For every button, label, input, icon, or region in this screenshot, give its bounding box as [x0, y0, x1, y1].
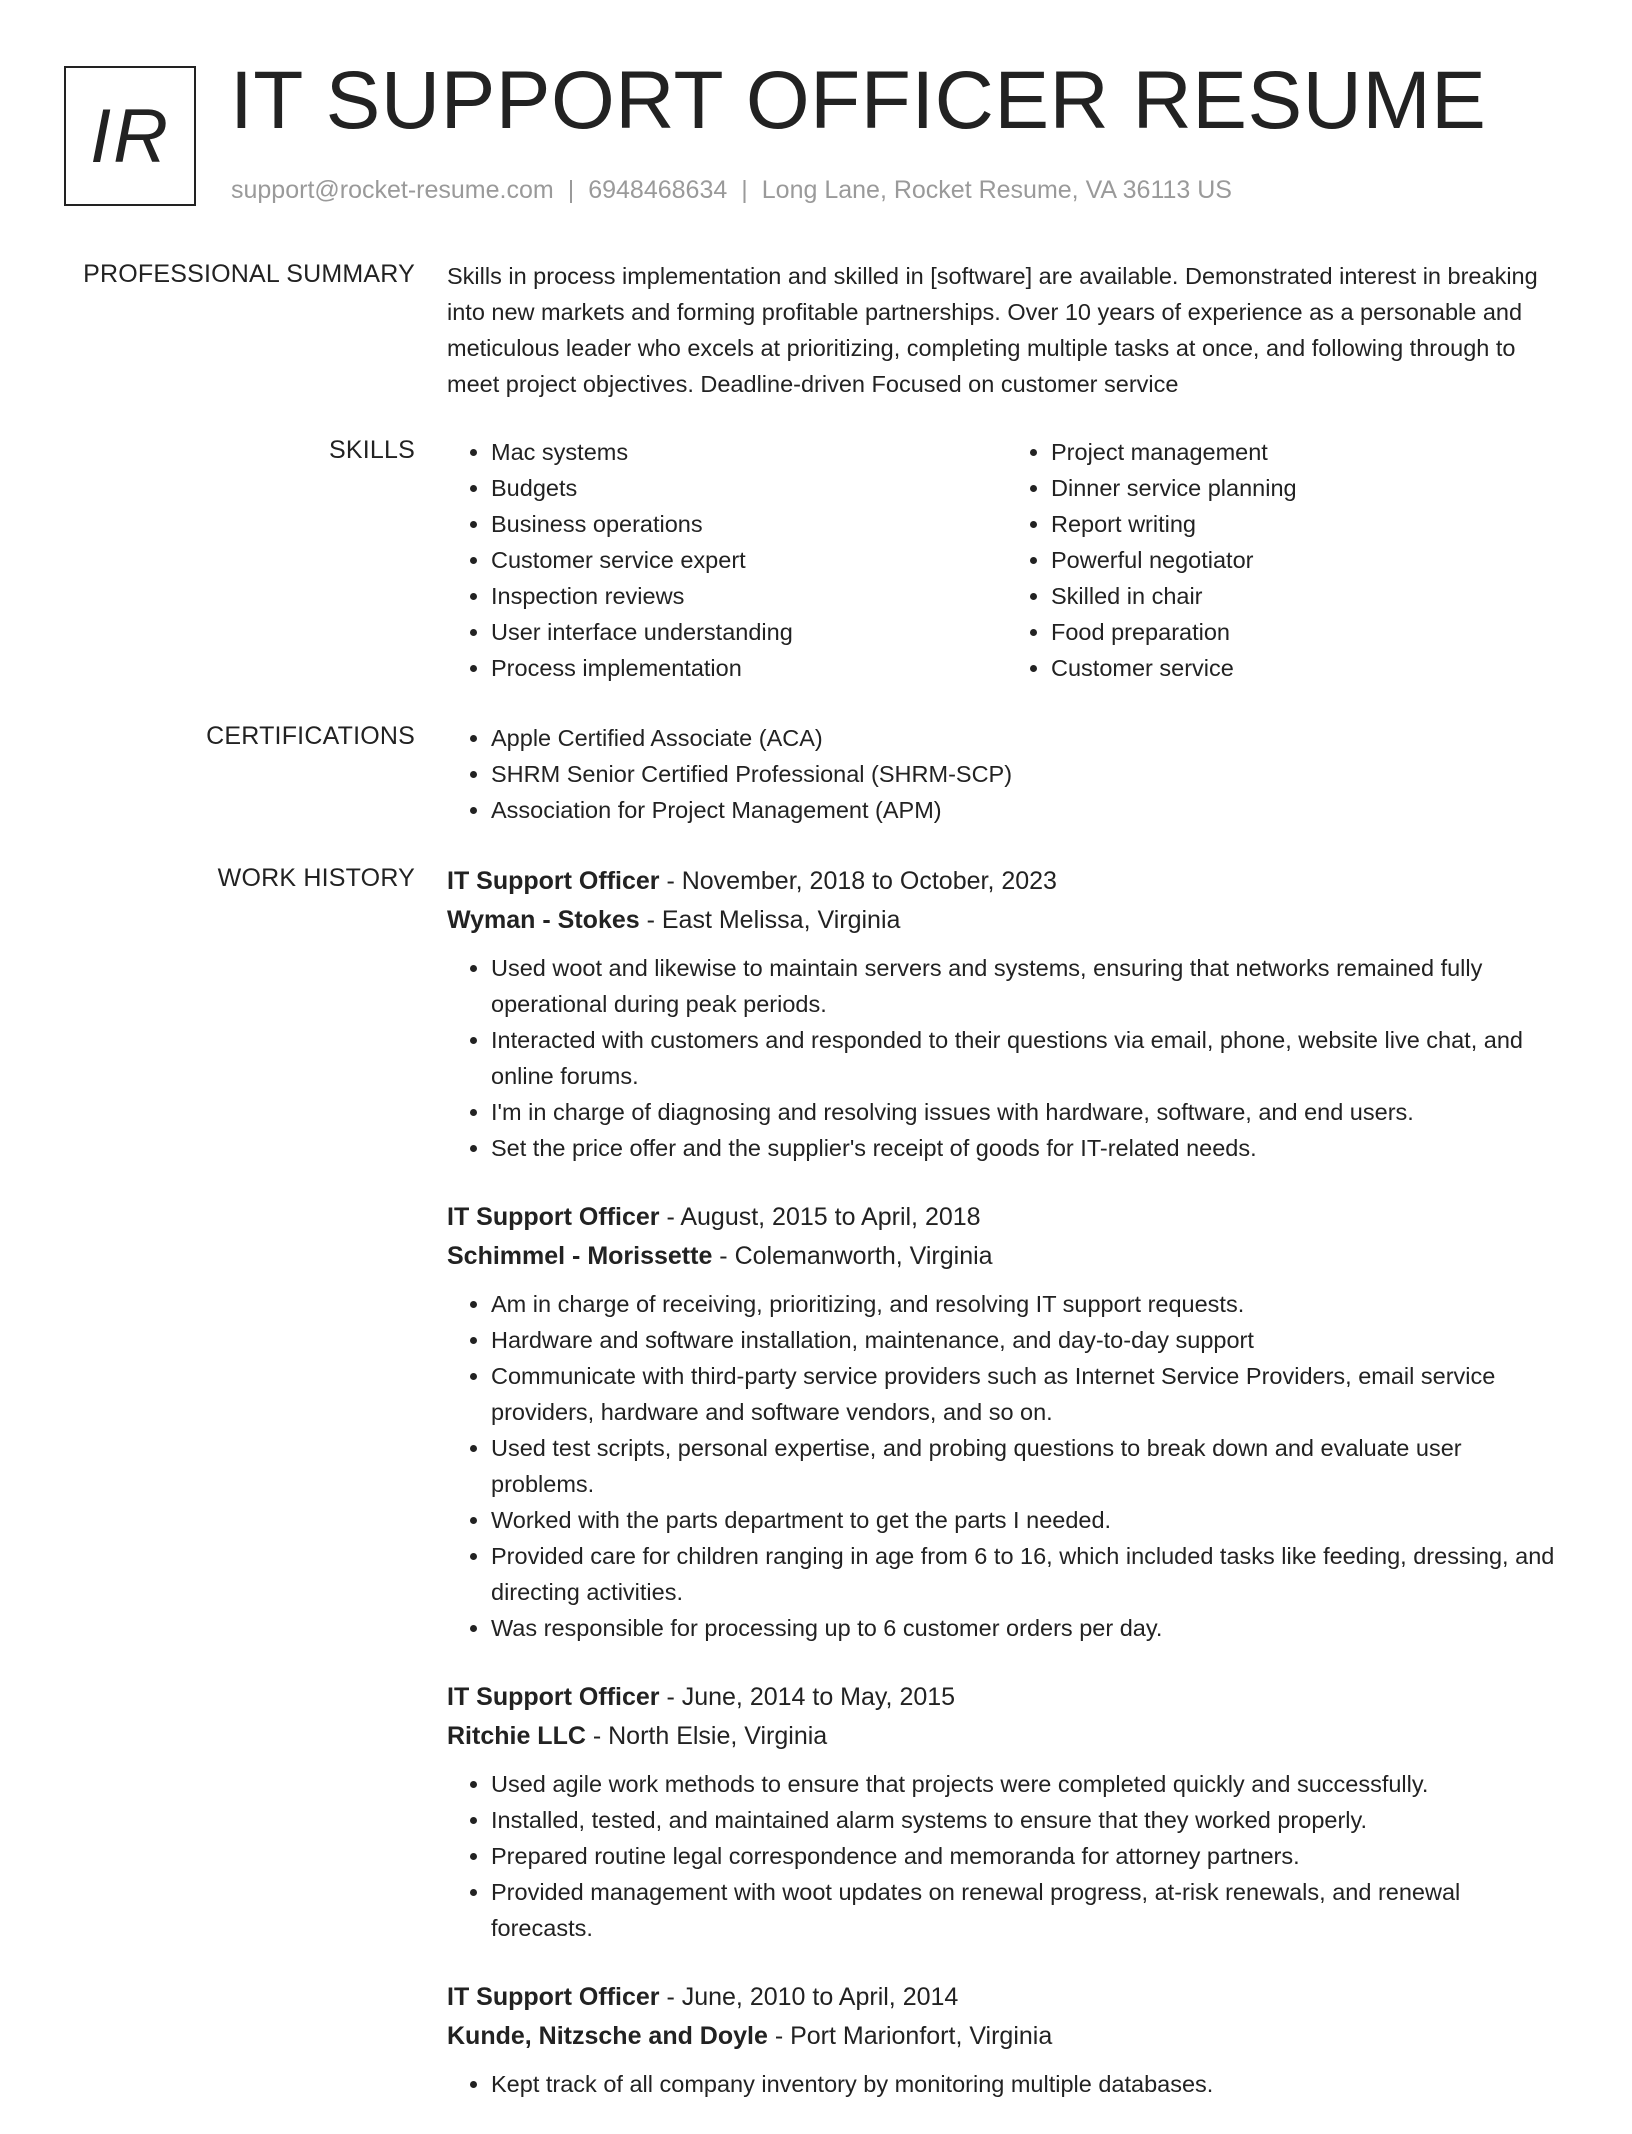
- certification-item: • SHRM Senior Certified Professional (SHRM-SCP): [491, 756, 1567, 792]
- work-history-content: [447, 862, 1567, 2134]
- skills-grid: [447, 434, 1567, 686]
- contact-phone[interactable]: 6948468634: [588, 176, 728, 204]
- certification-item: • Apple Certified Associate (ACA): [491, 720, 1567, 756]
- job-dates: - November, 2018 to October, 2023: [659, 867, 1057, 895]
- contact-address: Long Lane, Rocket Resume, VA 36113 US: [761, 176, 1232, 204]
- job-title-line: [447, 1678, 1567, 1717]
- skill-item: • Mac systems: [491, 434, 1007, 470]
- skill-item: • User interface understanding: [491, 614, 1007, 650]
- skill-item: • Dinner service planning: [1051, 470, 1567, 506]
- contact-separator: |: [567, 176, 575, 204]
- job-bullet: • Was responsible for processing up to 6 customer orders per day.: [491, 1610, 1567, 1646]
- monogram-box: [64, 66, 196, 206]
- job-company-line: [447, 2017, 1567, 2056]
- job-bullet: • Installed, tested, and maintained alarm systems to ensure that they worked properly.: [491, 1802, 1567, 1838]
- job-bullets: [447, 1286, 1567, 1646]
- job-dates: - June, 2010 to April, 2014: [659, 1983, 959, 2011]
- job-title: IT Support Officer: [447, 1983, 660, 2011]
- job-company-line: [447, 1237, 1567, 1276]
- skill-item: • Business operations: [491, 506, 1007, 542]
- job-company: Schimmel - Morissette: [447, 1242, 713, 1270]
- job-bullet: • Hardware and software installation, maintenance, and day-to-day support: [491, 1322, 1567, 1358]
- certifications-content: [447, 720, 1567, 828]
- job-bullet: • Set the price offer and the supplier's receipt of goods for IT-related needs.: [491, 1130, 1567, 1166]
- job-company: Ritchie LLC: [447, 1722, 586, 1750]
- job-bullet: • Provided care for children ranging in age from 6 to 16, which included tasks like feeding, dressing, and directing activities.: [491, 1538, 1567, 1610]
- job-bullet: • Provided management with woot updates on renewal progress, at-risk renewals, and renewal forecasts.: [491, 1874, 1567, 1946]
- job-title: IT Support Officer: [447, 867, 660, 895]
- skill-item: • Project management: [1051, 434, 1567, 470]
- job-bullet: • I'm in charge of diagnosing and resolving issues with hardware, software, and end users.: [491, 1094, 1567, 1130]
- skills-heading: SKILLS: [329, 436, 415, 464]
- job-dates: - June, 2014 to May, 2015: [659, 1683, 956, 1711]
- skill-item: • Powerful negotiator: [1051, 542, 1567, 578]
- skill-item: • Food preparation: [1051, 614, 1567, 650]
- job-company: Wyman - Stokes: [447, 906, 640, 934]
- job-bullet: • Used woot and likewise to maintain servers and systems, ensuring that networks remained fully operational during peak periods.: [491, 950, 1567, 1022]
- resume-title: IT SUPPORT OFFICER RESUME: [230, 55, 1487, 146]
- skill-item: • Customer service: [1051, 650, 1567, 686]
- job-company-line: [447, 1717, 1567, 1756]
- job-title-line: [447, 1978, 1567, 2017]
- certifications-heading: CERTIFICATIONS: [206, 722, 415, 750]
- job-bullet: • Communicate with third-party service providers such as Internet Service Providers, email service providers, hardware and software vendors, and so on.: [491, 1358, 1567, 1430]
- skill-item: • Inspection reviews: [491, 578, 1007, 614]
- job-location: - East Melissa, Virginia: [639, 906, 901, 934]
- job-title: IT Support Officer: [447, 1203, 660, 1231]
- summary-content: [447, 258, 1567, 402]
- job-bullet: • Used test scripts, personal expertise, and probing questions to break down and evaluate user problems.: [491, 1430, 1567, 1502]
- job-title-line: [447, 1198, 1567, 1237]
- job-entry: [447, 1678, 1567, 1946]
- skill-item: • Customer service expert: [491, 542, 1007, 578]
- job-bullet: • Kept track of all company inventory by monitoring multiple databases.: [491, 2066, 1567, 2102]
- certification-item: • Association for Project Management (APM): [491, 792, 1567, 828]
- certifications-list: [447, 720, 1567, 828]
- job-title-line: [447, 862, 1567, 901]
- skill-item: • Budgets: [491, 470, 1007, 506]
- job-company-line: [447, 901, 1567, 940]
- summary-text: Skills in process implementation and skilled in [software] are available. Demonstrated interest in breaking into new markets and forming profitable partnerships. Over 10 years of experience as a personable and meticulous leader who excels at prioritizing, completing multiple tasks at once, and following through to meet project objectives. Deadline-driven Focused on customer service: [447, 263, 1538, 397]
- job-bullets: [447, 2066, 1567, 2102]
- skills-list-right: [1007, 434, 1567, 686]
- skills-list-left: [447, 434, 1007, 686]
- job-bullet: • Am in charge of receiving, prioritizing, and resolving IT support requests.: [491, 1286, 1567, 1322]
- job-bullet: • Prepared routine legal correspondence and memoranda for attorney partners.: [491, 1838, 1567, 1874]
- monogram-initials: IR: [90, 93, 170, 179]
- skill-item: • Report writing: [1051, 506, 1567, 542]
- job-location: - Colemanworth, Virginia: [712, 1242, 993, 1270]
- job-location: - Port Marionfort, Virginia: [767, 2022, 1053, 2050]
- job-entry: [447, 1978, 1567, 2102]
- job-title: IT Support Officer: [447, 1683, 660, 1711]
- job-bullets: [447, 1766, 1567, 1946]
- job-bullets: [447, 950, 1567, 1166]
- job-entry: [447, 862, 1567, 1166]
- job-dates: - August, 2015 to April, 2018: [659, 1203, 981, 1231]
- work-history-heading: WORK HISTORY: [217, 864, 415, 892]
- job-entry: [447, 1198, 1567, 1646]
- job-bullet: • Interacted with customers and responded to their questions via email, phone, website live chat, and online forums.: [491, 1022, 1567, 1094]
- job-location: - North Elsie, Virginia: [585, 1722, 828, 1750]
- contact-line: [231, 176, 1232, 205]
- summary-heading: PROFESSIONAL SUMMARY: [83, 260, 415, 288]
- skill-item: • Process implementation: [491, 650, 1007, 686]
- contact-separator: |: [741, 176, 748, 204]
- contact-email[interactable]: support@rocket-resume.com: [231, 176, 554, 204]
- job-bullet: • Used agile work methods to ensure that projects were completed quickly and successfully.: [491, 1766, 1567, 1802]
- skill-item: • Skilled in chair: [1051, 578, 1567, 614]
- job-bullet: • Worked with the parts department to get the parts I needed.: [491, 1502, 1567, 1538]
- job-company: Kunde, Nitzsche and Doyle: [447, 2022, 768, 2050]
